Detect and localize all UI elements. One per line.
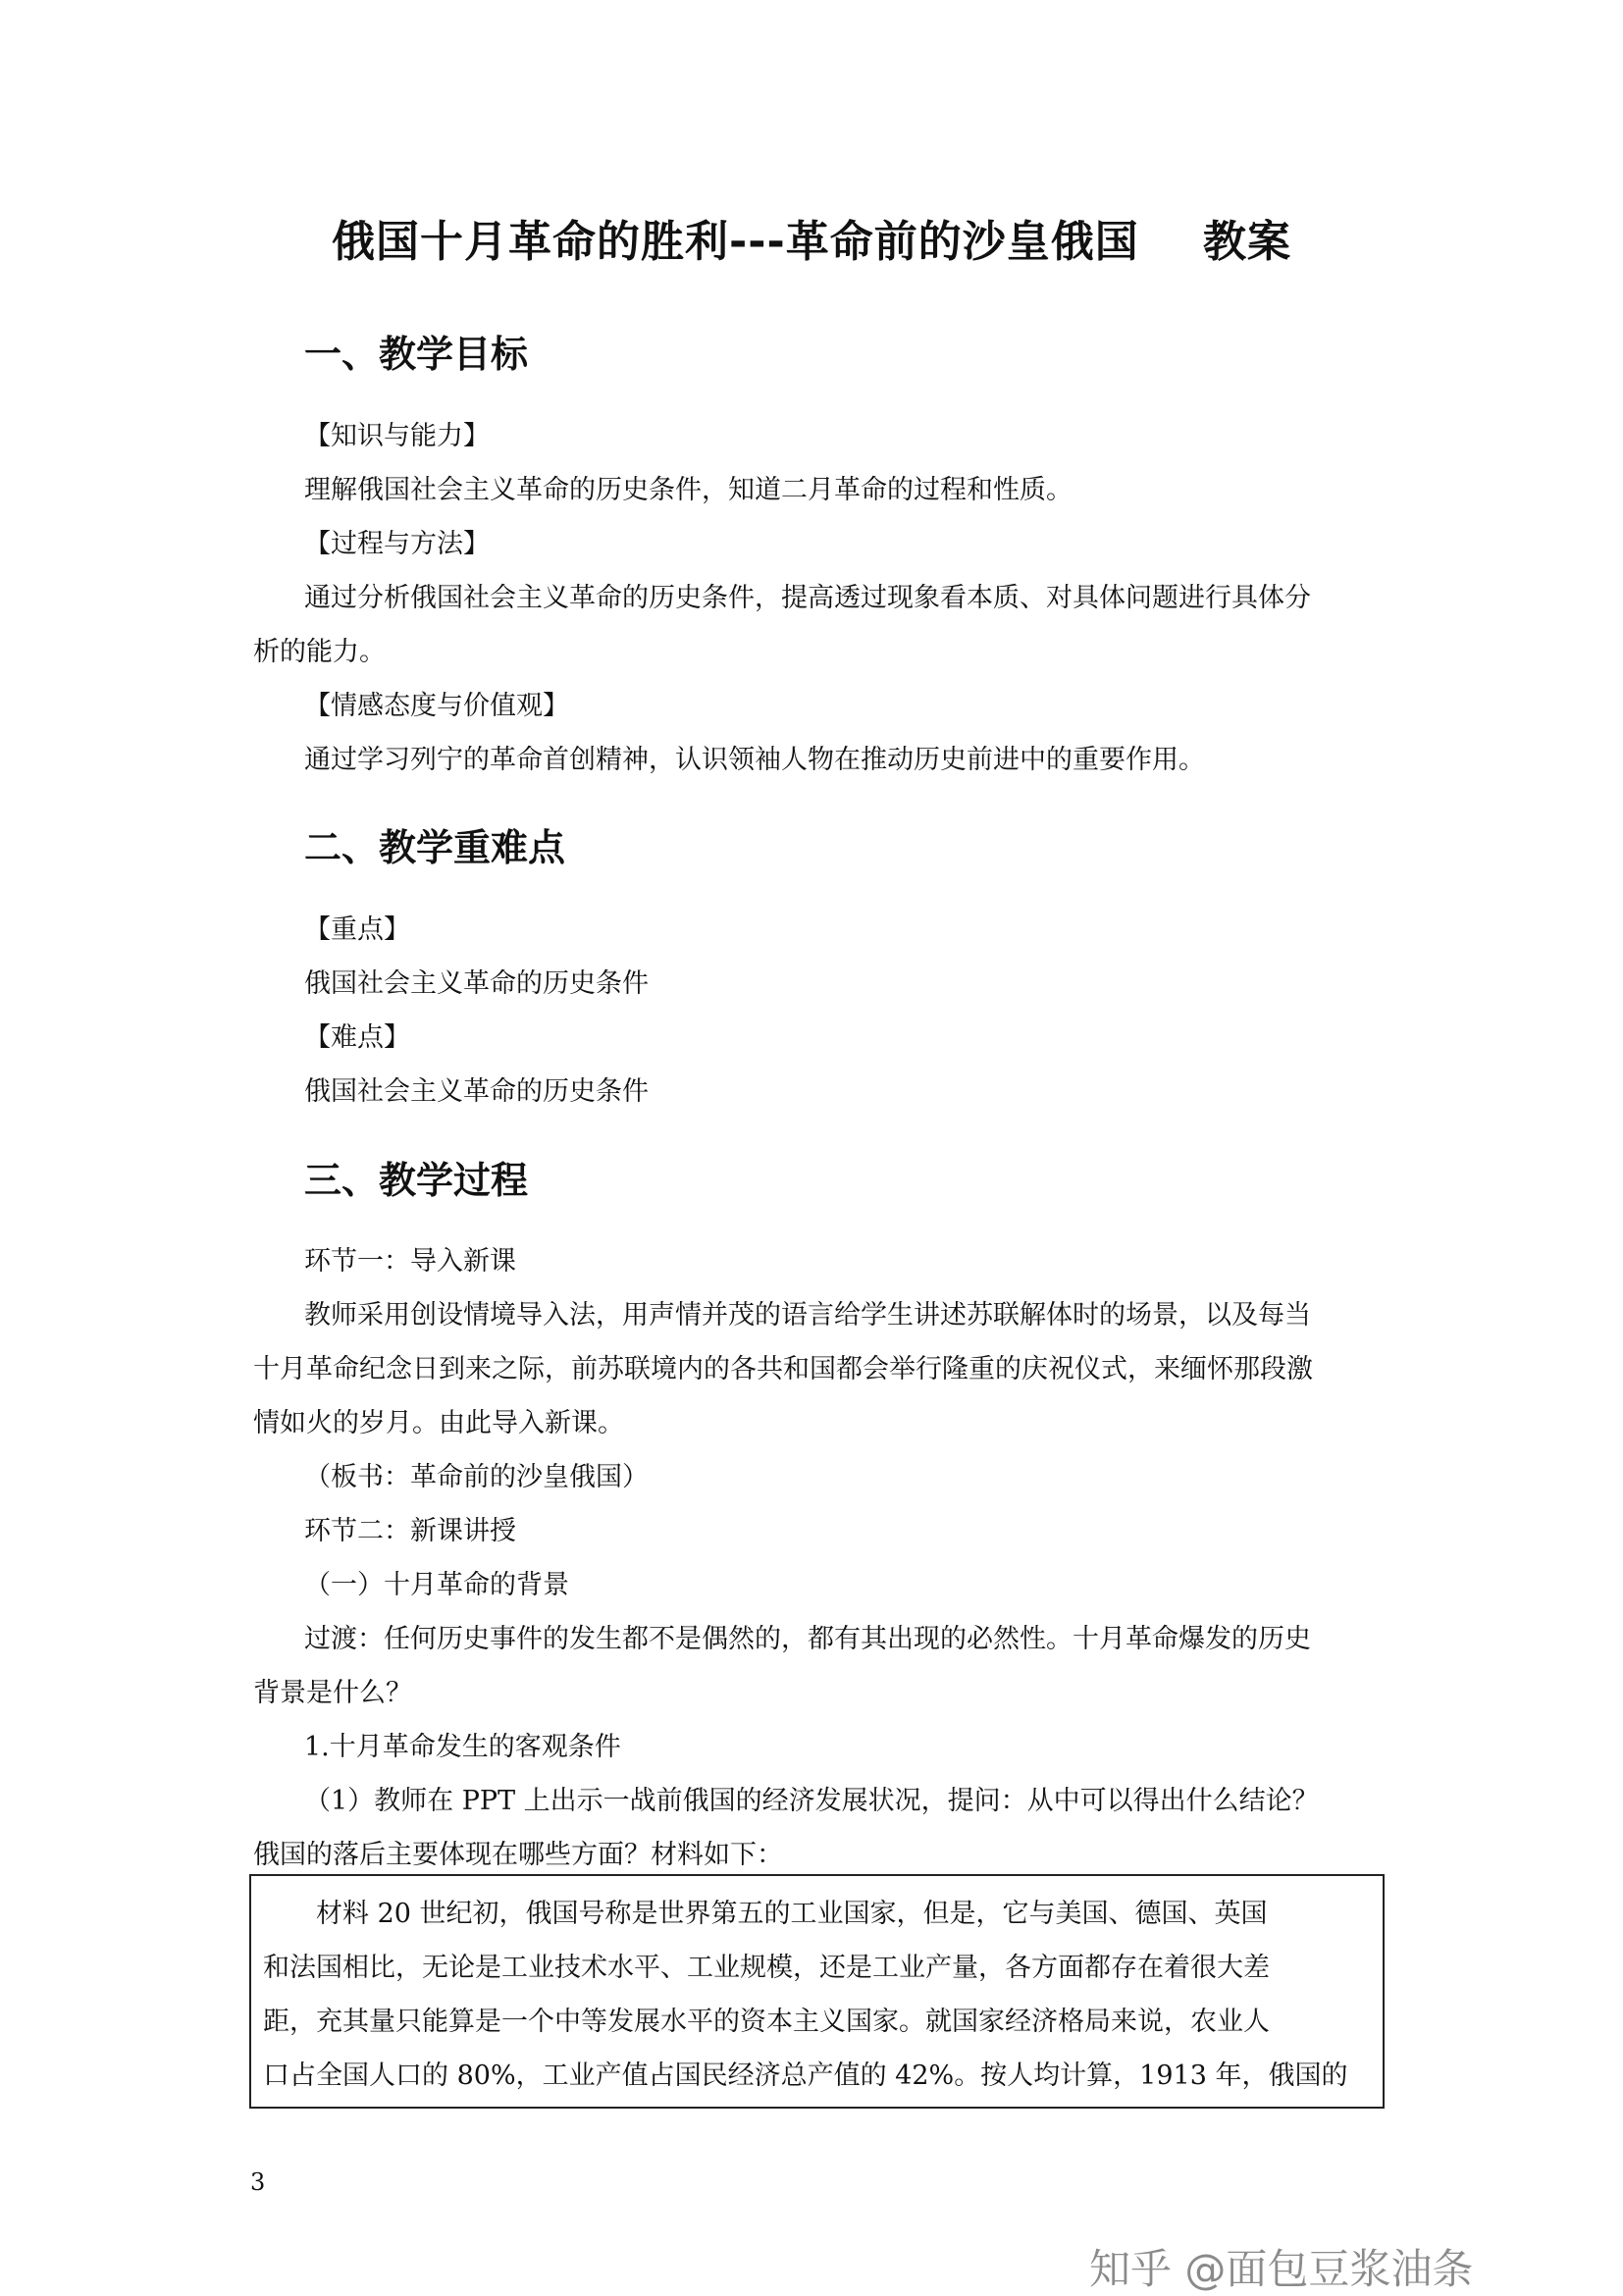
paragraph-line: （板书：革命前的沙皇俄国） <box>304 1462 649 1492</box>
paragraph-line: 1.十月革命发生的客观条件 <box>304 1732 621 1762</box>
subheading-process: 【过程与方法】 <box>304 529 490 559</box>
document-title: 俄国十月革命的胜利---革命前的沙皇俄国 教案 <box>331 217 1292 267</box>
paragraph-line: 环节二：新课讲授 <box>304 1516 516 1546</box>
paragraph-line: 通过分析俄国社会主义革命的历史条件，提高透过现象看本质、对具体问题进行具体分 <box>304 583 1311 613</box>
watermark: 知乎 @面包豆浆油条 <box>1089 2245 1474 2293</box>
paragraph-line: 通过学习列宁的革命首创精神，认识领袖人物在推动历史前进中的重要作用。 <box>304 745 1205 775</box>
paragraph-line: 环节一：导入新课 <box>304 1246 516 1277</box>
paragraph-line: 教师采用创设情境导入法，用声情并茂的语言给学生讲述苏联解体时的场景，以及每当 <box>304 1300 1311 1331</box>
section-heading-objectives: 一、教学目标 <box>304 333 529 376</box>
paragraph-line: 俄国社会主义革命的历史条件 <box>304 968 649 999</box>
page-number: 3 <box>250 2168 266 2196</box>
paragraph-line: 俄国社会主义革命的历史条件 <box>304 1076 649 1107</box>
material-line: 口占全国人口的 80%，工业产值占国民经济总产值的 42%。按人均计算，1913 年，俄国的 <box>263 2061 1348 2091</box>
subheading-emotion: 【情感态度与价值观】 <box>304 691 569 721</box>
subheading-difficulty: 【难点】 <box>304 1022 410 1053</box>
paragraph-line: （1）教师在 PPT 上出示一战前俄国的经济发展状况，提问：从中可以得出什么结论？ <box>304 1786 1319 1816</box>
material-line: 和法国相比，无论是工业技术水平、工业规模，还是工业产量，各方面都存在着很大差 <box>263 1953 1270 1983</box>
paragraph-line: 析的能力。 <box>253 637 386 667</box>
paragraph-line: 背景是什么？ <box>253 1678 412 1708</box>
paragraph-line: 十月革命纪念日到来之际，前苏联境内的各共和国都会举行隆重的庆祝仪式，来缅怀那段激 <box>253 1354 1313 1384</box>
subheading-knowledge: 【知识与能力】 <box>304 421 490 451</box>
material-line: 材料 20 世纪初，俄国号称是世界第五的工业国家，但是，它与美国、德国、英国 <box>316 1899 1268 1929</box>
section-heading-process: 三、教学过程 <box>304 1159 529 1202</box>
paragraph-line: 理解俄国社会主义革命的历史条件，知道二月革命的过程和性质。 <box>304 475 1073 505</box>
section-heading-key-points: 二、教学重难点 <box>304 826 566 869</box>
paragraph-line: （一）十月革命的背景 <box>304 1570 569 1600</box>
material-line: 距，充其量只能算是一个中等发展水平的资本主义国家。就国家经济格局来说，农业人 <box>263 2007 1270 2037</box>
paragraph-line: 过渡：任何历史事件的发生都不是偶然的，都有其出现的必然性。十月革命爆发的历史 <box>304 1624 1311 1654</box>
paragraph-line: 俄国的落后主要体现在哪些方面？材料如下： <box>253 1840 783 1870</box>
paragraph-line: 情如火的岁月。由此导入新课。 <box>253 1408 624 1438</box>
subheading-focus: 【重点】 <box>304 914 410 945</box>
